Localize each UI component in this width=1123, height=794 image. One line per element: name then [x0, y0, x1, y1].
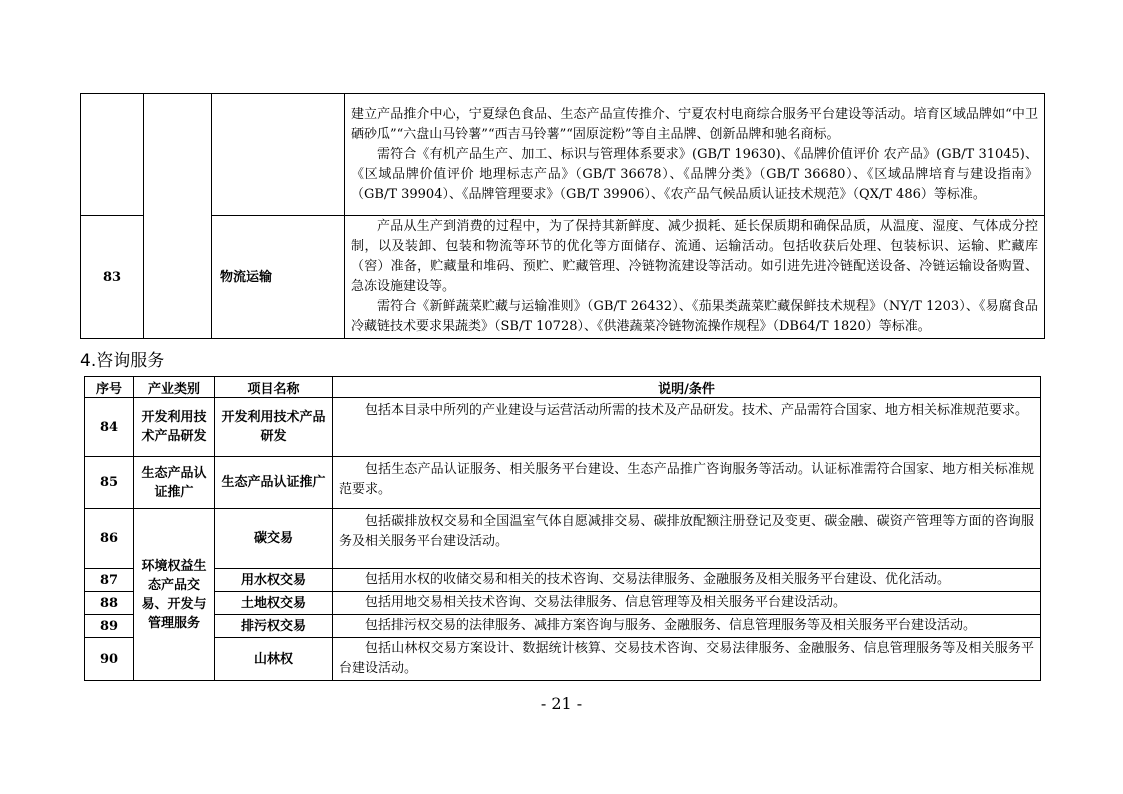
- category-cell: 开发利用技术产品研发: [134, 398, 215, 457]
- continued-table: [80, 93, 1045, 339]
- row-number: 83: [81, 216, 144, 339]
- item-name: 排污权交易: [215, 615, 333, 638]
- page-number: - 21 -: [540, 694, 583, 713]
- header-number: 序号: [85, 377, 134, 398]
- table-row: [85, 457, 1041, 509]
- table-header-row: [85, 377, 1041, 398]
- table-row: [85, 569, 1041, 592]
- description-cell: 包括本目录中所列的产业建设与运营活动所需的技术及产品研发。技术、产品需符合国家、地方相关标准规范要求。: [333, 398, 1041, 457]
- consulting-services-table: [84, 376, 1041, 681]
- table-row: [81, 216, 1045, 339]
- description-cell: 包括排污权交易的法律服务、减排方案咨询与服务、金融服务、信息管理服务等及相关服务平台建设活动。: [333, 615, 1041, 638]
- item-name: 开发利用技术产品研发: [215, 398, 333, 457]
- description-cell: 建立产品推介中心，宁夏绿色食品、生态产品宣传推介、宁夏农村电商综合服务平台建设等活动。培育区域品牌如“中卫硒砂瓜”“六盘山马铃薯”“西吉马铃薯”“固原淀粉”等自主品牌、创新品牌和驰名商标。 需符合《有机产品生产、加工、标识与管理体系要求》(GB/T 19630)、《品牌价值评价 农产品》(GB/T 31045)、《区域品牌价值评价 地理标志产品》（GB/T 36678）、《品牌分类》（GB/T 36680）、《区域品牌培育与建设指南》（GB/T 39904）、《品牌管理要求》（GB/T 39906）、《农产品气候品质认证技术规范》（QX/T 486）等标准。: [345, 94, 1045, 216]
- item-name: 生态产品认证推广: [215, 457, 333, 509]
- category-cell: 生态产品认证推广: [134, 457, 215, 509]
- section-title: 4.咨询服务: [80, 351, 165, 371]
- row-number: 90: [85, 638, 134, 681]
- row-number: 89: [85, 615, 134, 638]
- item-name: 物流运输: [212, 216, 345, 339]
- description-cell: 包括用水权的收储交易和相关的技术咨询、交易法律服务、金融服务及相关服务平台建设、优化活动。: [333, 569, 1041, 592]
- item-name: 土地权交易: [215, 592, 333, 615]
- row-number: 85: [85, 457, 134, 509]
- header-description: 说明/条件: [333, 377, 1041, 398]
- table-row: [85, 615, 1041, 638]
- table-row: [85, 509, 1041, 569]
- row-number: 84: [85, 398, 134, 457]
- category-cell: 环境权益生态产品交易、开发与管理服务: [134, 509, 215, 681]
- description-cell: 包括山林权交易方案设计、数据统计核算、交易技术咨询、交易法律服务、金融服务、信息管理服务等及相关服务平台建设活动。: [333, 638, 1041, 681]
- item-name: 山林权: [215, 638, 333, 681]
- table-row: [81, 94, 1045, 216]
- row-number: 88: [85, 592, 134, 615]
- description-cell: 产品从生产到消费的过程中，为了保持其新鲜度、减少损耗、延长保质期和确保品质，从温度、湿度、气体成分控制，以及装卸、包装和物流等环节的优化等方面储存、流通、运输活动。包括收获后处理、包装标识、运输、贮藏库（窖）准备，贮藏量和堆码、预贮、贮藏管理、冷链物流建设等活动。如引进先进冷链配送设备、冷链运输设备购置、急冻设施建设等。 需符合《新鲜蔬菜贮藏与运输准则》（GB/T 26432）、《茄果类蔬菜贮藏保鲜技术规程》（NY/T 1203）、《易腐食品冷藏链技术要求果蔬类》（SB/T 10728）、《供港蔬菜冷链物流操作规程》（DB64/T 1820）等标准。: [345, 216, 1045, 339]
- item-name: 用水权交易: [215, 569, 333, 592]
- row-number: 87: [85, 569, 134, 592]
- description-cell: 包括碳排放权交易和全国温室气体自愿减排交易、碳排放配额注册登记及变更、碳金融、碳资产管理等方面的咨询服务及相关服务平台建设活动。: [333, 509, 1041, 569]
- row-number-cell: [81, 94, 144, 216]
- table-row: [85, 638, 1041, 681]
- item-name: 碳交易: [215, 509, 333, 569]
- row-number: 86: [85, 509, 134, 569]
- description-cell: 包括生态产品认证服务、相关服务平台建设、生态产品推广咨询服务等活动。认证标准需符合国家、地方相关标准规范要求。: [333, 457, 1041, 509]
- table-row: [85, 398, 1041, 457]
- header-item-name: 项目名称: [215, 377, 333, 398]
- description-cell: 包括用地交易相关技术咨询、交易法律服务、信息管理等及相关服务平台建设活动。: [333, 592, 1041, 615]
- header-category: 产业类别: [134, 377, 215, 398]
- name-cell: [212, 94, 345, 216]
- table-row: [85, 592, 1041, 615]
- category-cell: [144, 94, 212, 339]
